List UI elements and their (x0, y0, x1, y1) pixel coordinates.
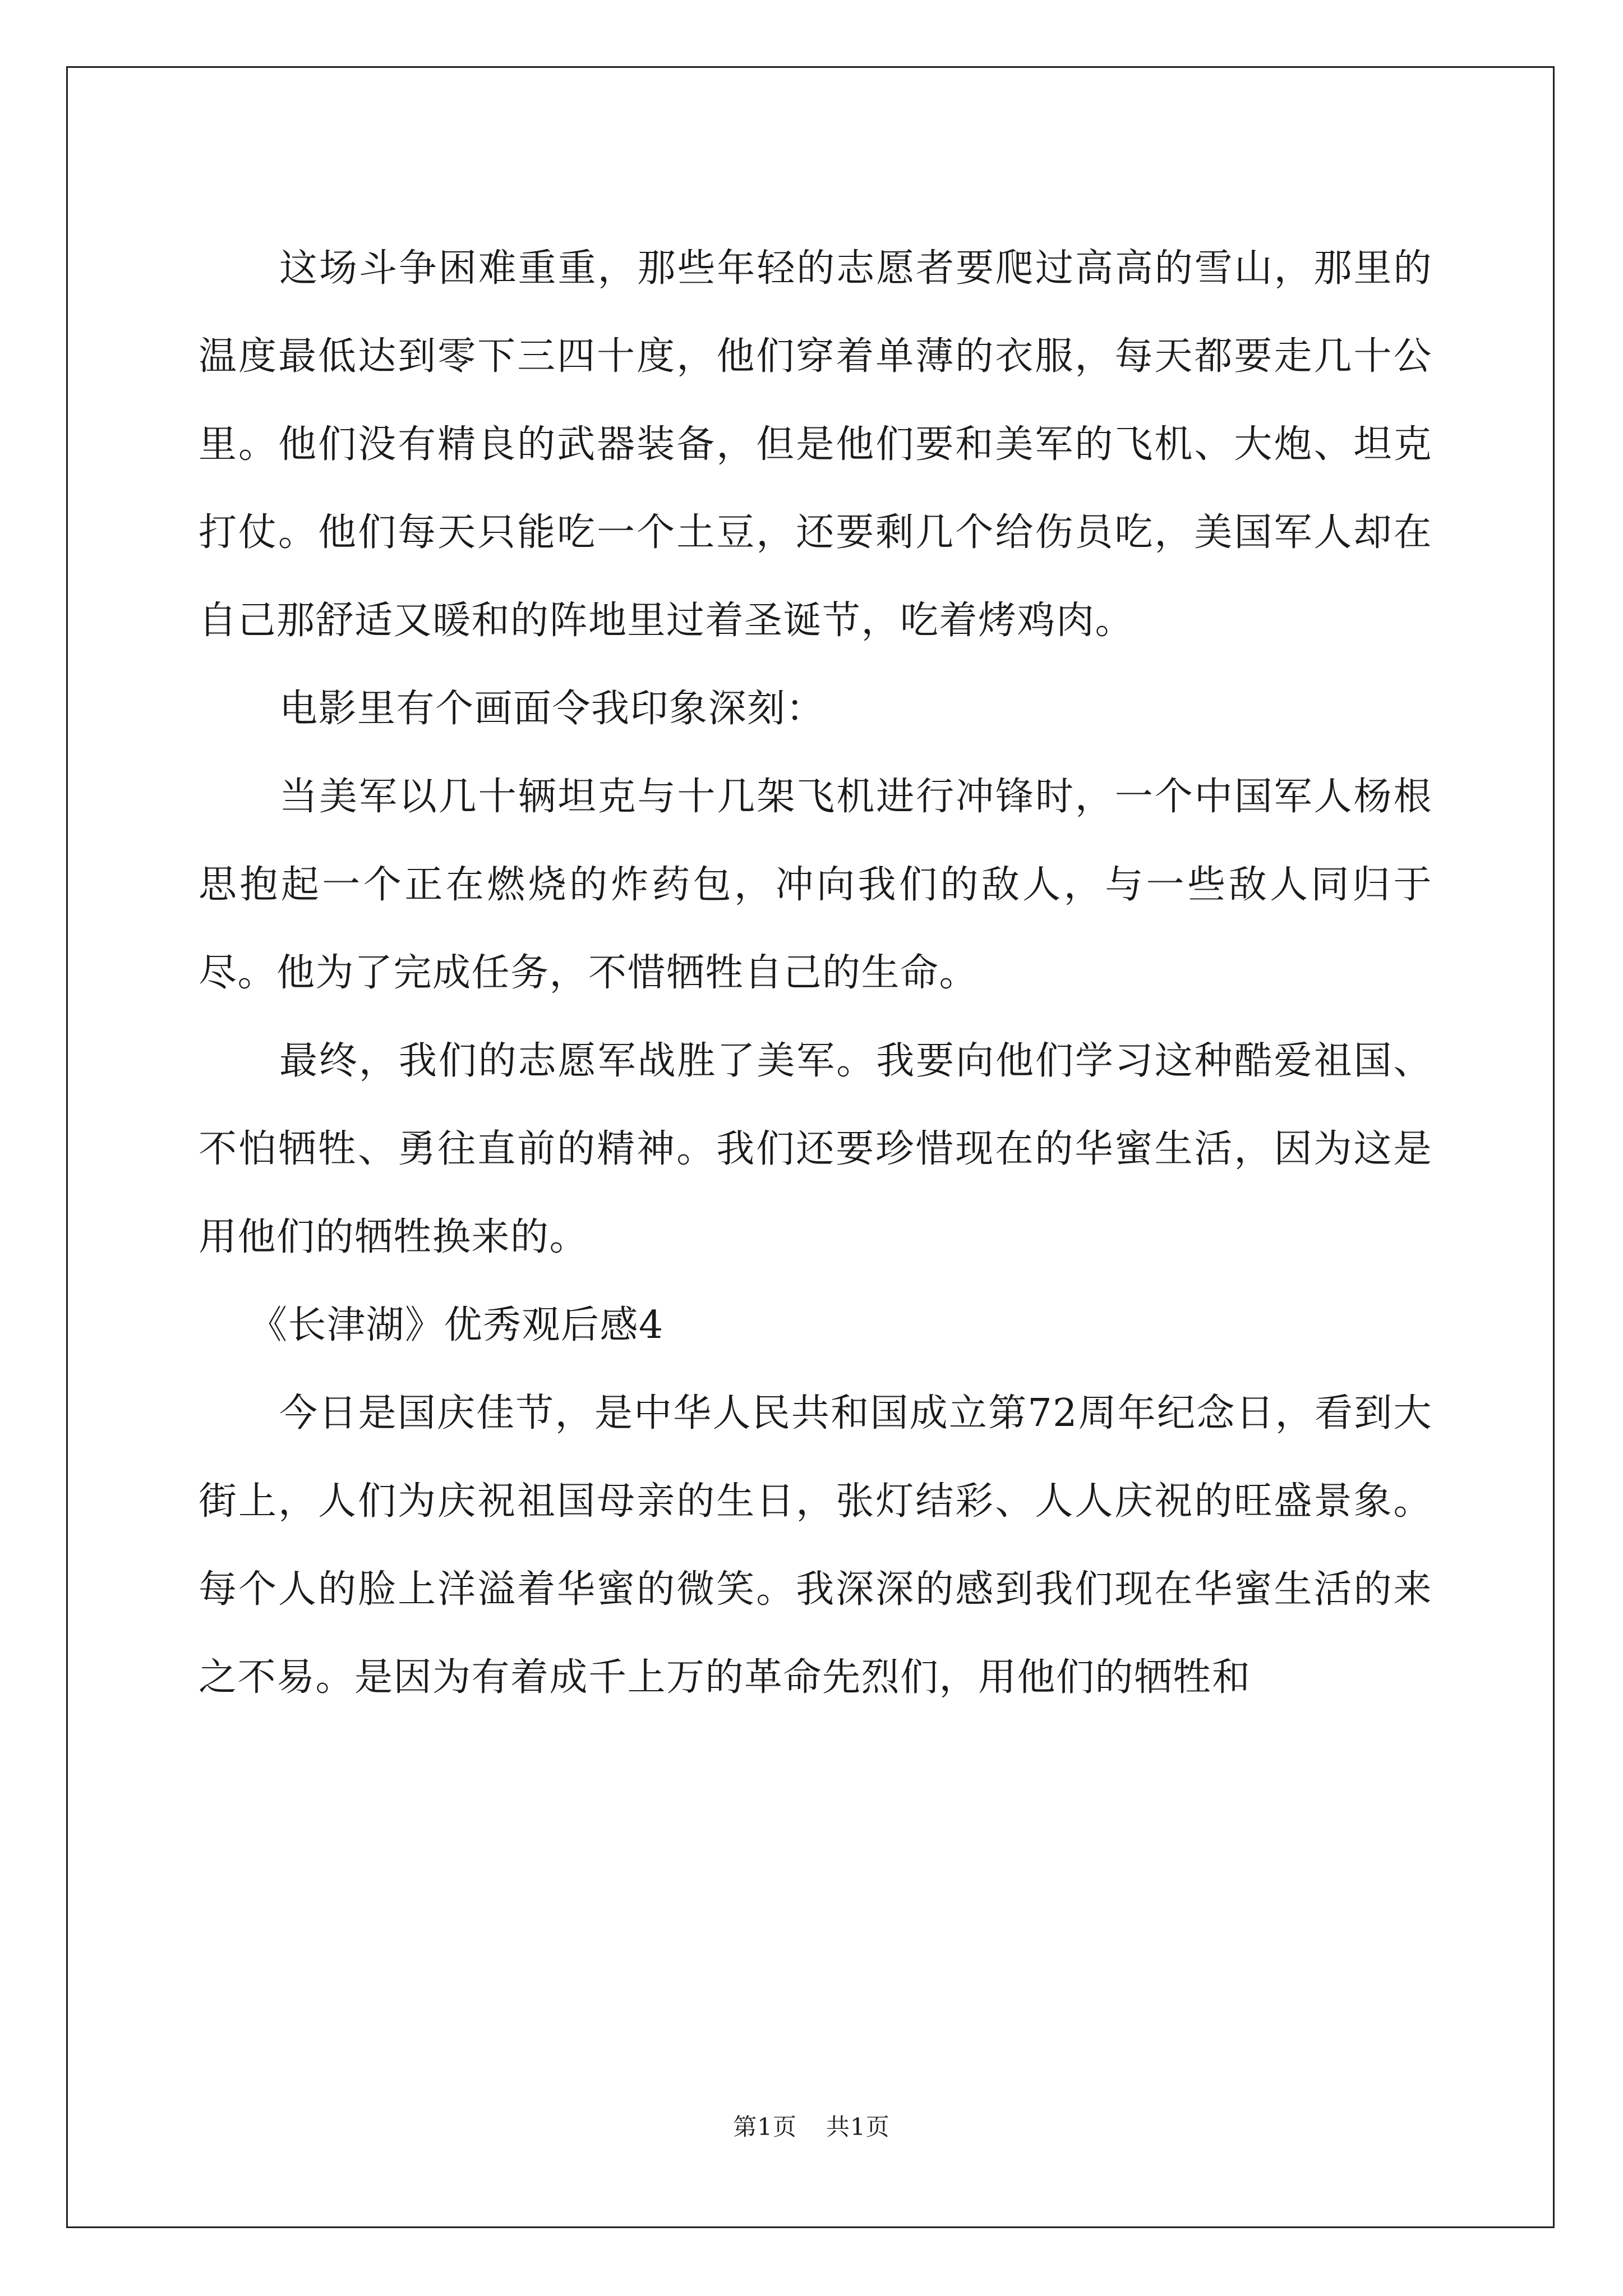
page-total: 共1页 (826, 2113, 890, 2141)
paragraph-yang-gensi: 当美军以几十辆坦克与十几架飞机进行冲锋时，一个中国军人杨根思抱起一个正在燃烧的炸药包，冲向我们的敌人，与一些敌人同归于尽。他为了完成任务，不惜牺牲自己的生命。 (199, 775, 1432, 995)
paragraph-battle-hardship: 这场斗争困难重重，那些年轻的志愿者要爬过高高的雪山，那里的温度最低达到零下三四十度，他们穿着单薄的衣服，每天都要走几十公里。他们没有精良的武器装备，但是他们要和美军的飞机、大炮、坦克打仗。他们每天只能吃一个土豆，还要剩几个给伤员吃，美国军人却在自己那舒适又暖和的阵地里过着圣诞节，吃着烤鸡肉。 (199, 246, 1432, 643)
section-title: 《长津湖》优秀观后感4 (249, 1303, 664, 1347)
page-footer (0, 2110, 1623, 2144)
paragraph-memorable-scene: 电影里有个画面令我印象深刻： (279, 687, 826, 731)
page-number: 第1页 (733, 2113, 797, 2141)
paragraph-victory: 最终，我们的志愿军战胜了美军。我要向他们学习这种酷爱祖国、不怕牺牲、勇往直前的精神。我们还要珍惜现在的华蜜生活，因为这是用他们的牺牲换来的。 (199, 1039, 1432, 1259)
paragraph-national-day: 今日是国庆佳节，是中华人民共和国成立第72周年纪念日，看到大街上，人们为庆祝祖国母亲的生日，张灯结彩、人人庆祝的旺盛景象。每个人的脸上洋溢着华蜜的微笑。我深深的感到我们现在华蜜生活的来之不易。是因为有着成千上万的革命先烈们，用他们的牺牲和 (199, 1391, 1432, 1700)
document-body (199, 224, 1432, 1722)
